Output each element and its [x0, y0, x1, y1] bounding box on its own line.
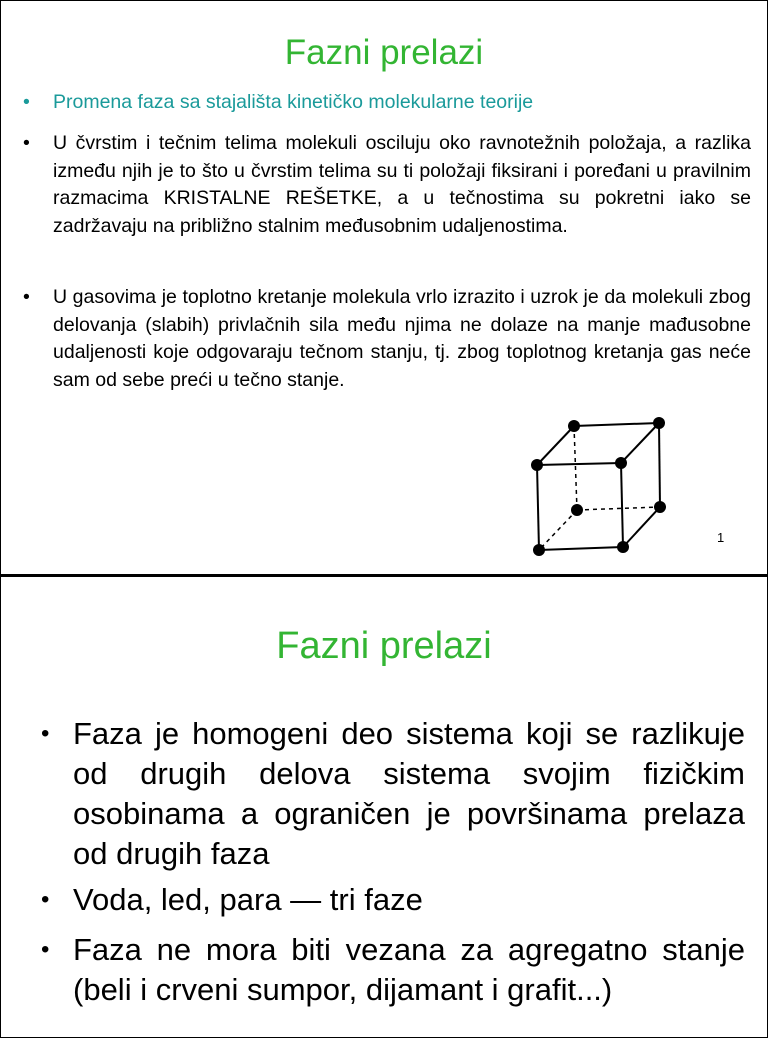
bullet-item: [41, 714, 745, 874]
bullet-icon: •: [41, 886, 50, 913]
slide-2: [0, 576, 768, 1038]
slide-title: Fazni prelazi: [284, 33, 484, 72]
bullet-text: Faza ne mora biti vezana za agregatno stanje (beli i crveni sumpor, dijamant i grafit...): [73, 932, 745, 1007]
bullet-icon: •: [41, 936, 50, 963]
bullet-text: U gasovima je toplotno kretanje molekula vrlo izrazito i uzrok je da molekuli zbog delovanja (slabih) privlačnih sila među njima ne dolaze na manje mađusobne udaljenosti koje odgovaraju tečnom stanju, tj. zbog toplotnog kretanja gas neće sam od sebe preći u tečno stanje.: [53, 286, 751, 391]
crystal-lattice-icon: [521, 413, 671, 561]
bullet-icon: •: [23, 132, 30, 154]
slide-title: Fazni prelazi: [276, 625, 492, 667]
bullet-text: Voda, led, para — tri faze: [73, 882, 423, 917]
bullet-item: [23, 284, 751, 394]
bullet-text: Faza je homogeni deo sistema koji se razlikuje od drugih delova sistema svojim fizičkim osobinama a ograničen je površinama prelaza od drugih faza: [73, 716, 745, 871]
bullet-icon: •: [23, 91, 30, 113]
bullet-icon: •: [23, 286, 30, 308]
bullet-item: [23, 130, 751, 240]
bullet-item: [23, 89, 751, 117]
bullet-text: Promena faza sa stajališta kinetičko molekularne teorije: [53, 91, 534, 113]
bullet-item: [41, 880, 745, 920]
bullet-icon: •: [41, 720, 50, 747]
page-number: 1: [717, 530, 725, 545]
bullet-item: [41, 930, 745, 1010]
bullet-text: U čvrstim i tečnim telima molekuli osciluju oko ravnotežnih položaja, a razlika između njih je to što u čvrstim telima su ti položaji fiksirani i poređani u pravilnim razmacima KRISTALNE REŠETKE, a u tečnostima su pokretni iako se zadržavaju na približno stalnim međusobnim udaljenostima.: [53, 132, 751, 237]
